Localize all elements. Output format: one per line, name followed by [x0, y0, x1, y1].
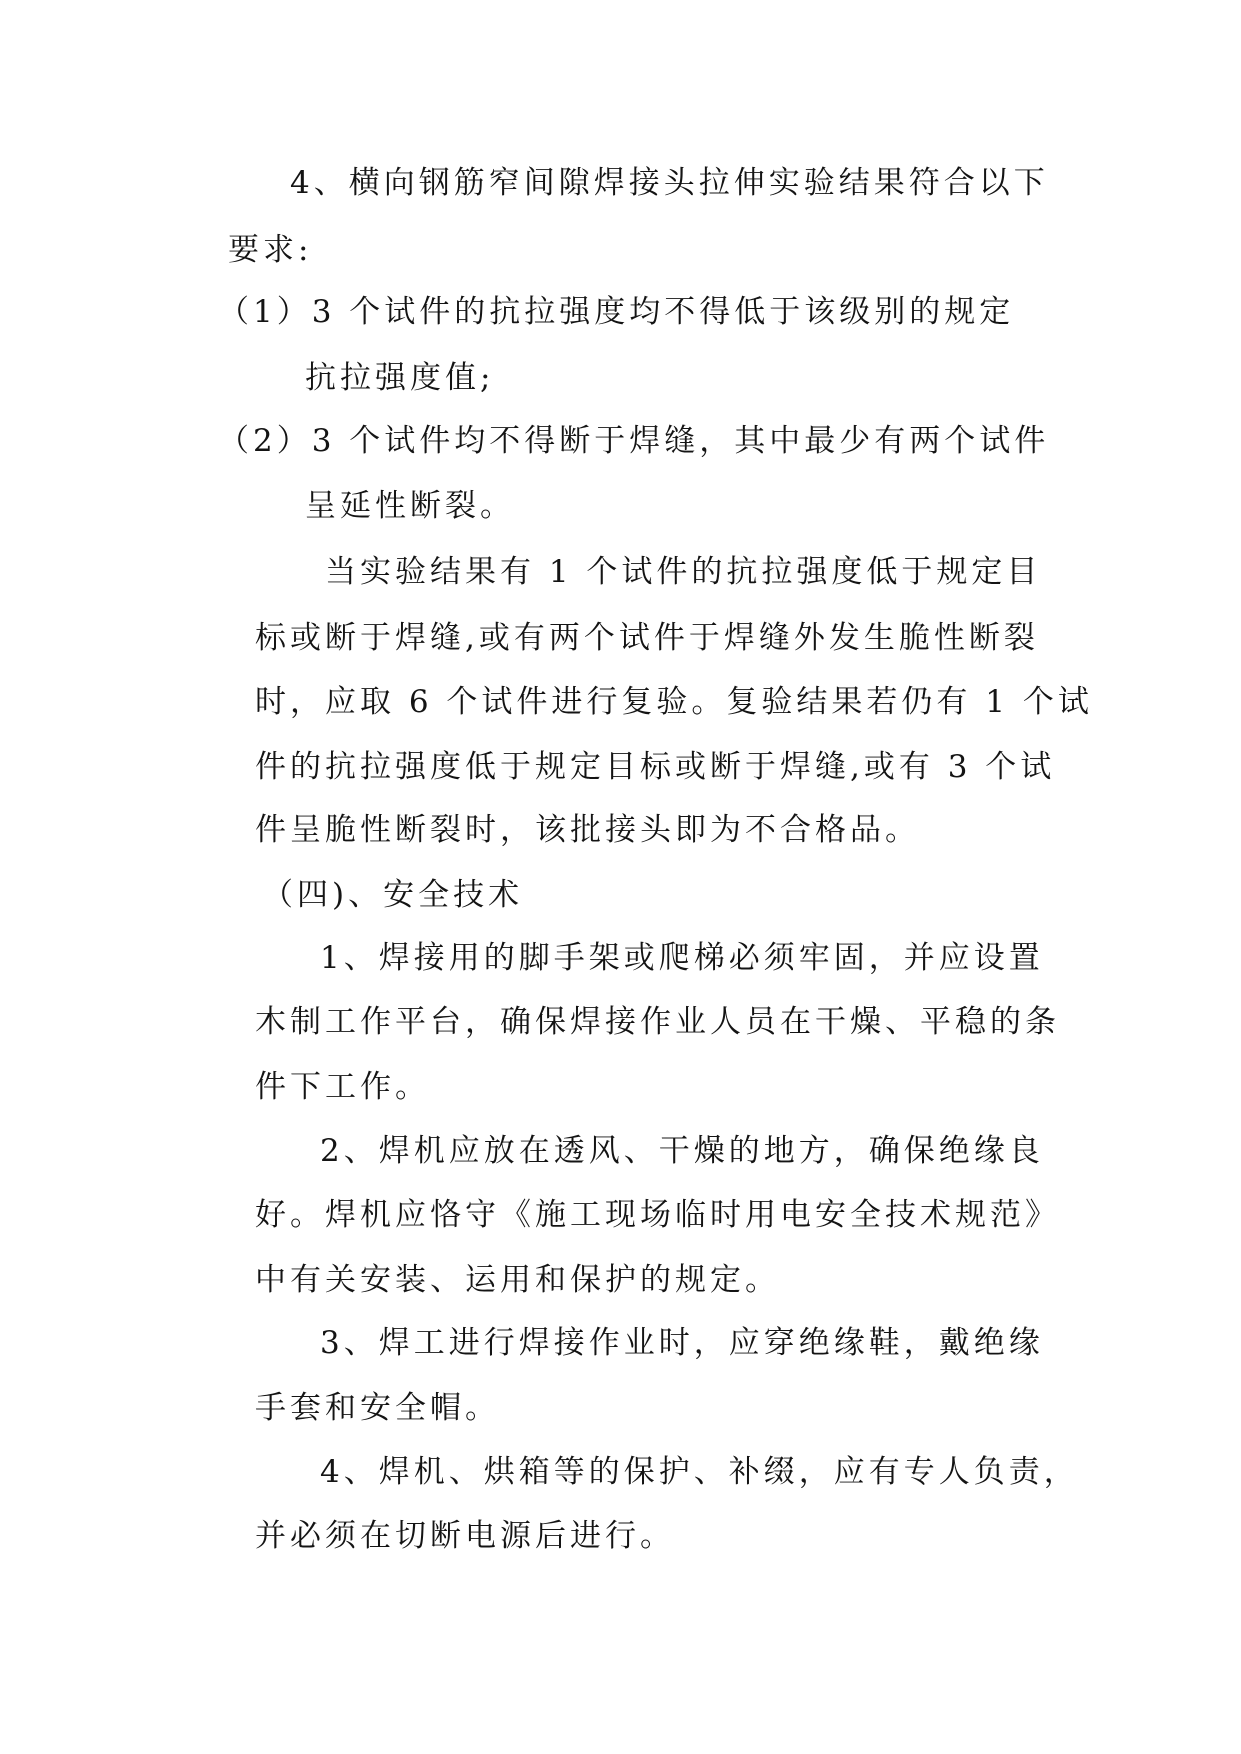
paragraph-line: 时，应取 6 个试件进行复验。复验结果若仍有 1 个试 [255, 684, 1093, 720]
paragraph-line: 3、焊工进行焊接作业时，应穿绝缘鞋，戴绝缘 [320, 1325, 1044, 1361]
list-item-line: 呈延性断裂。 [305, 488, 515, 524]
paragraph-line: 中有关安装、运用和保护的规定。 [255, 1262, 780, 1298]
paragraph-line: 1、焊接用的脚手架或爬梯必须牢固，并应设置 [320, 940, 1044, 976]
paragraph-line: 好。焊机应恪守《施工现场临时用电安全技术规范》 [255, 1197, 1060, 1233]
paragraph-line: 当实验结果有 1 个试件的抗拉强度低于规定目 [325, 554, 1042, 590]
paragraph-line: 件的抗拉强度低于规定目标或断于焊缝,或有 3 个试 [255, 749, 1056, 785]
paragraph-line: 并必须在切断电源后进行。 [255, 1518, 675, 1554]
paragraph-line: 4、横向钢筋窄间隙焊接头拉伸实验结果符合以下 [290, 165, 1049, 201]
paragraph-line: 2、焊机应放在透风、干燥的地方，确保绝缘良 [320, 1133, 1044, 1169]
list-item-line: 抗拉强度值; [305, 360, 495, 396]
section-heading: （四)、安全技术 [262, 877, 524, 913]
paragraph-line: 手套和安全帽。 [255, 1390, 500, 1426]
list-item-line: （1）3 个试件的抗拉强度均不得低于该级别的规定 [218, 294, 1015, 330]
paragraph-line: 要求: [228, 232, 313, 268]
paragraph-line: 4、焊机、烘箱等的保护、补缀，应有专人负责， [320, 1454, 1079, 1490]
list-item-line: （2）3 个试件均不得断于焊缝，其中最少有两个试件 [218, 423, 1050, 459]
paragraph-line: 标或断于焊缝,或有两个试件于焊缝外发生脆性断裂 [255, 620, 1039, 656]
paragraph-line: 件呈脆性断裂时，该批接头即为不合格品。 [255, 812, 920, 848]
paragraph-line: 件下工作。 [255, 1069, 430, 1105]
paragraph-line: 木制工作平台，确保焊接作业人员在干燥、平稳的条 [255, 1004, 1060, 1040]
